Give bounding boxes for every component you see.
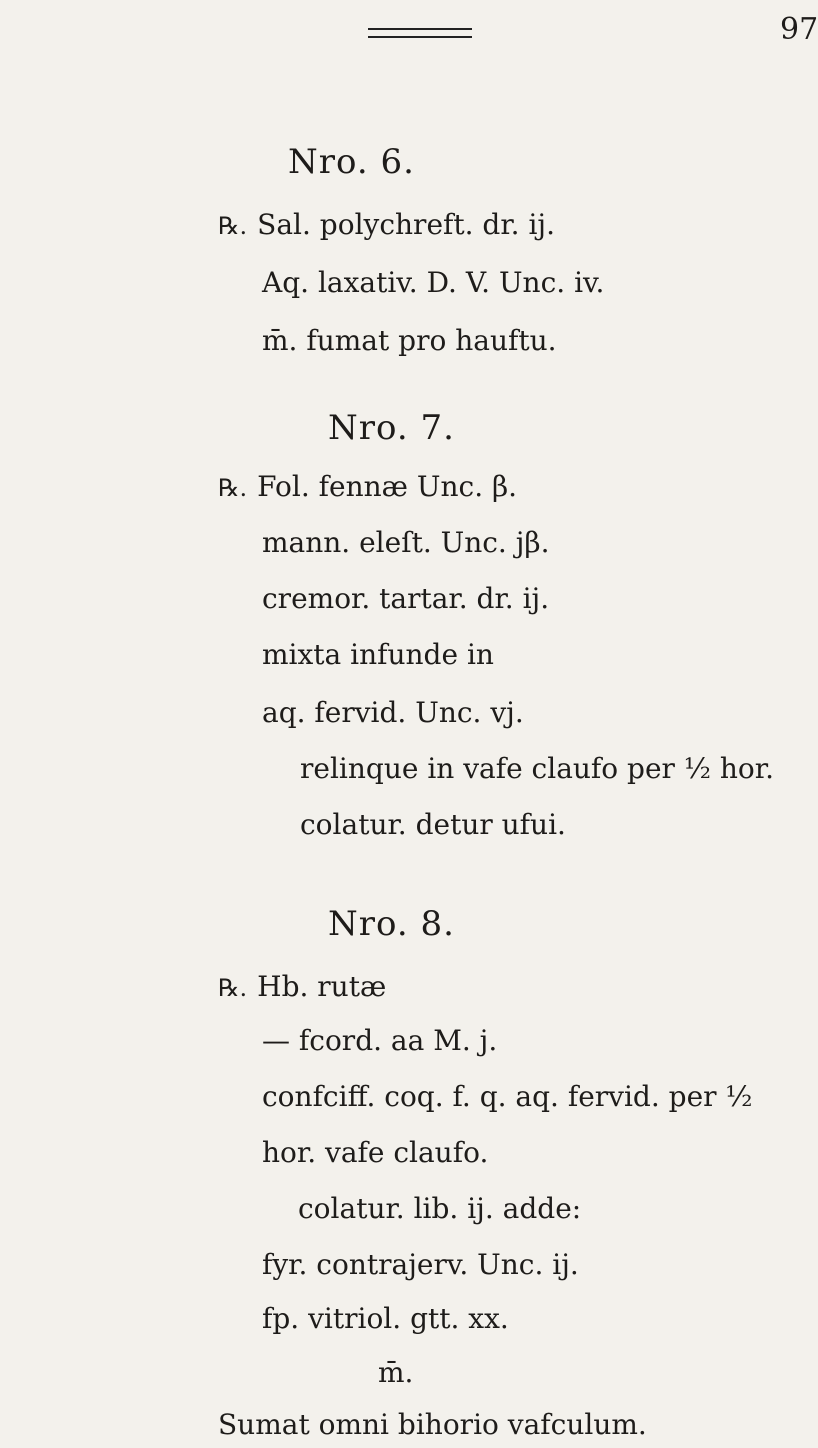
recipe-text: Fol. fennæ Unc. β. — [257, 470, 518, 503]
recipe-line — [218, 470, 517, 503]
recipe-line: hor. vafe claufo. — [262, 1136, 489, 1169]
recipe-line: colatur. detur ufui. — [300, 808, 566, 841]
recipe-line: colatur. lib. ij. adde: — [298, 1192, 582, 1225]
recipe-line: fp. vitriol. gtt. xx. — [262, 1302, 509, 1335]
recipe-line: Aq. laxativ. D. V. Unc. iv. — [262, 266, 605, 299]
section-heading-8: Nro. 8. — [328, 904, 455, 944]
recipe-line: fyr. contrajerv. Unc. ij. — [262, 1248, 579, 1281]
recipe-line — [218, 208, 555, 241]
recipe-text: Sal. polychreft. dr. ij. — [257, 208, 555, 241]
recipe-line: m̄. fumat pro hauftu. — [262, 324, 557, 357]
header-rule — [368, 28, 472, 38]
recipe-line: m̄. — [378, 1356, 414, 1389]
recipe-line: confciff. coq. f. q. aq. fervid. per ½ — [262, 1080, 753, 1113]
recipe-line: aq. fervid. Unc. vj. — [262, 696, 524, 729]
section-heading-6: Nro. 6. — [288, 142, 415, 182]
recipe-line: — fcord. aa M. j. — [262, 1024, 498, 1057]
section-heading-7: Nro. 7. — [328, 408, 455, 448]
recipe-line: mann. eleſt. Unc. jβ. — [262, 526, 550, 559]
recipe-line: relinque in vafe claufo per ½ hor. — [300, 752, 774, 785]
page-number: 97 — [780, 12, 818, 47]
recipe-symbol: ℞. — [218, 974, 248, 1002]
recipe-line — [218, 970, 386, 1003]
recipe-symbol: ℞. — [218, 474, 248, 502]
recipe-text: Hb. rutæ — [257, 970, 387, 1003]
recipe-line: cremor. tartar. dr. ij. — [262, 582, 550, 615]
recipe-line: mixta infunde in — [262, 638, 494, 671]
recipe-symbol: ℞. — [218, 212, 248, 240]
recipe-line: Sumat omni bihorio vafculum. — [218, 1408, 647, 1441]
